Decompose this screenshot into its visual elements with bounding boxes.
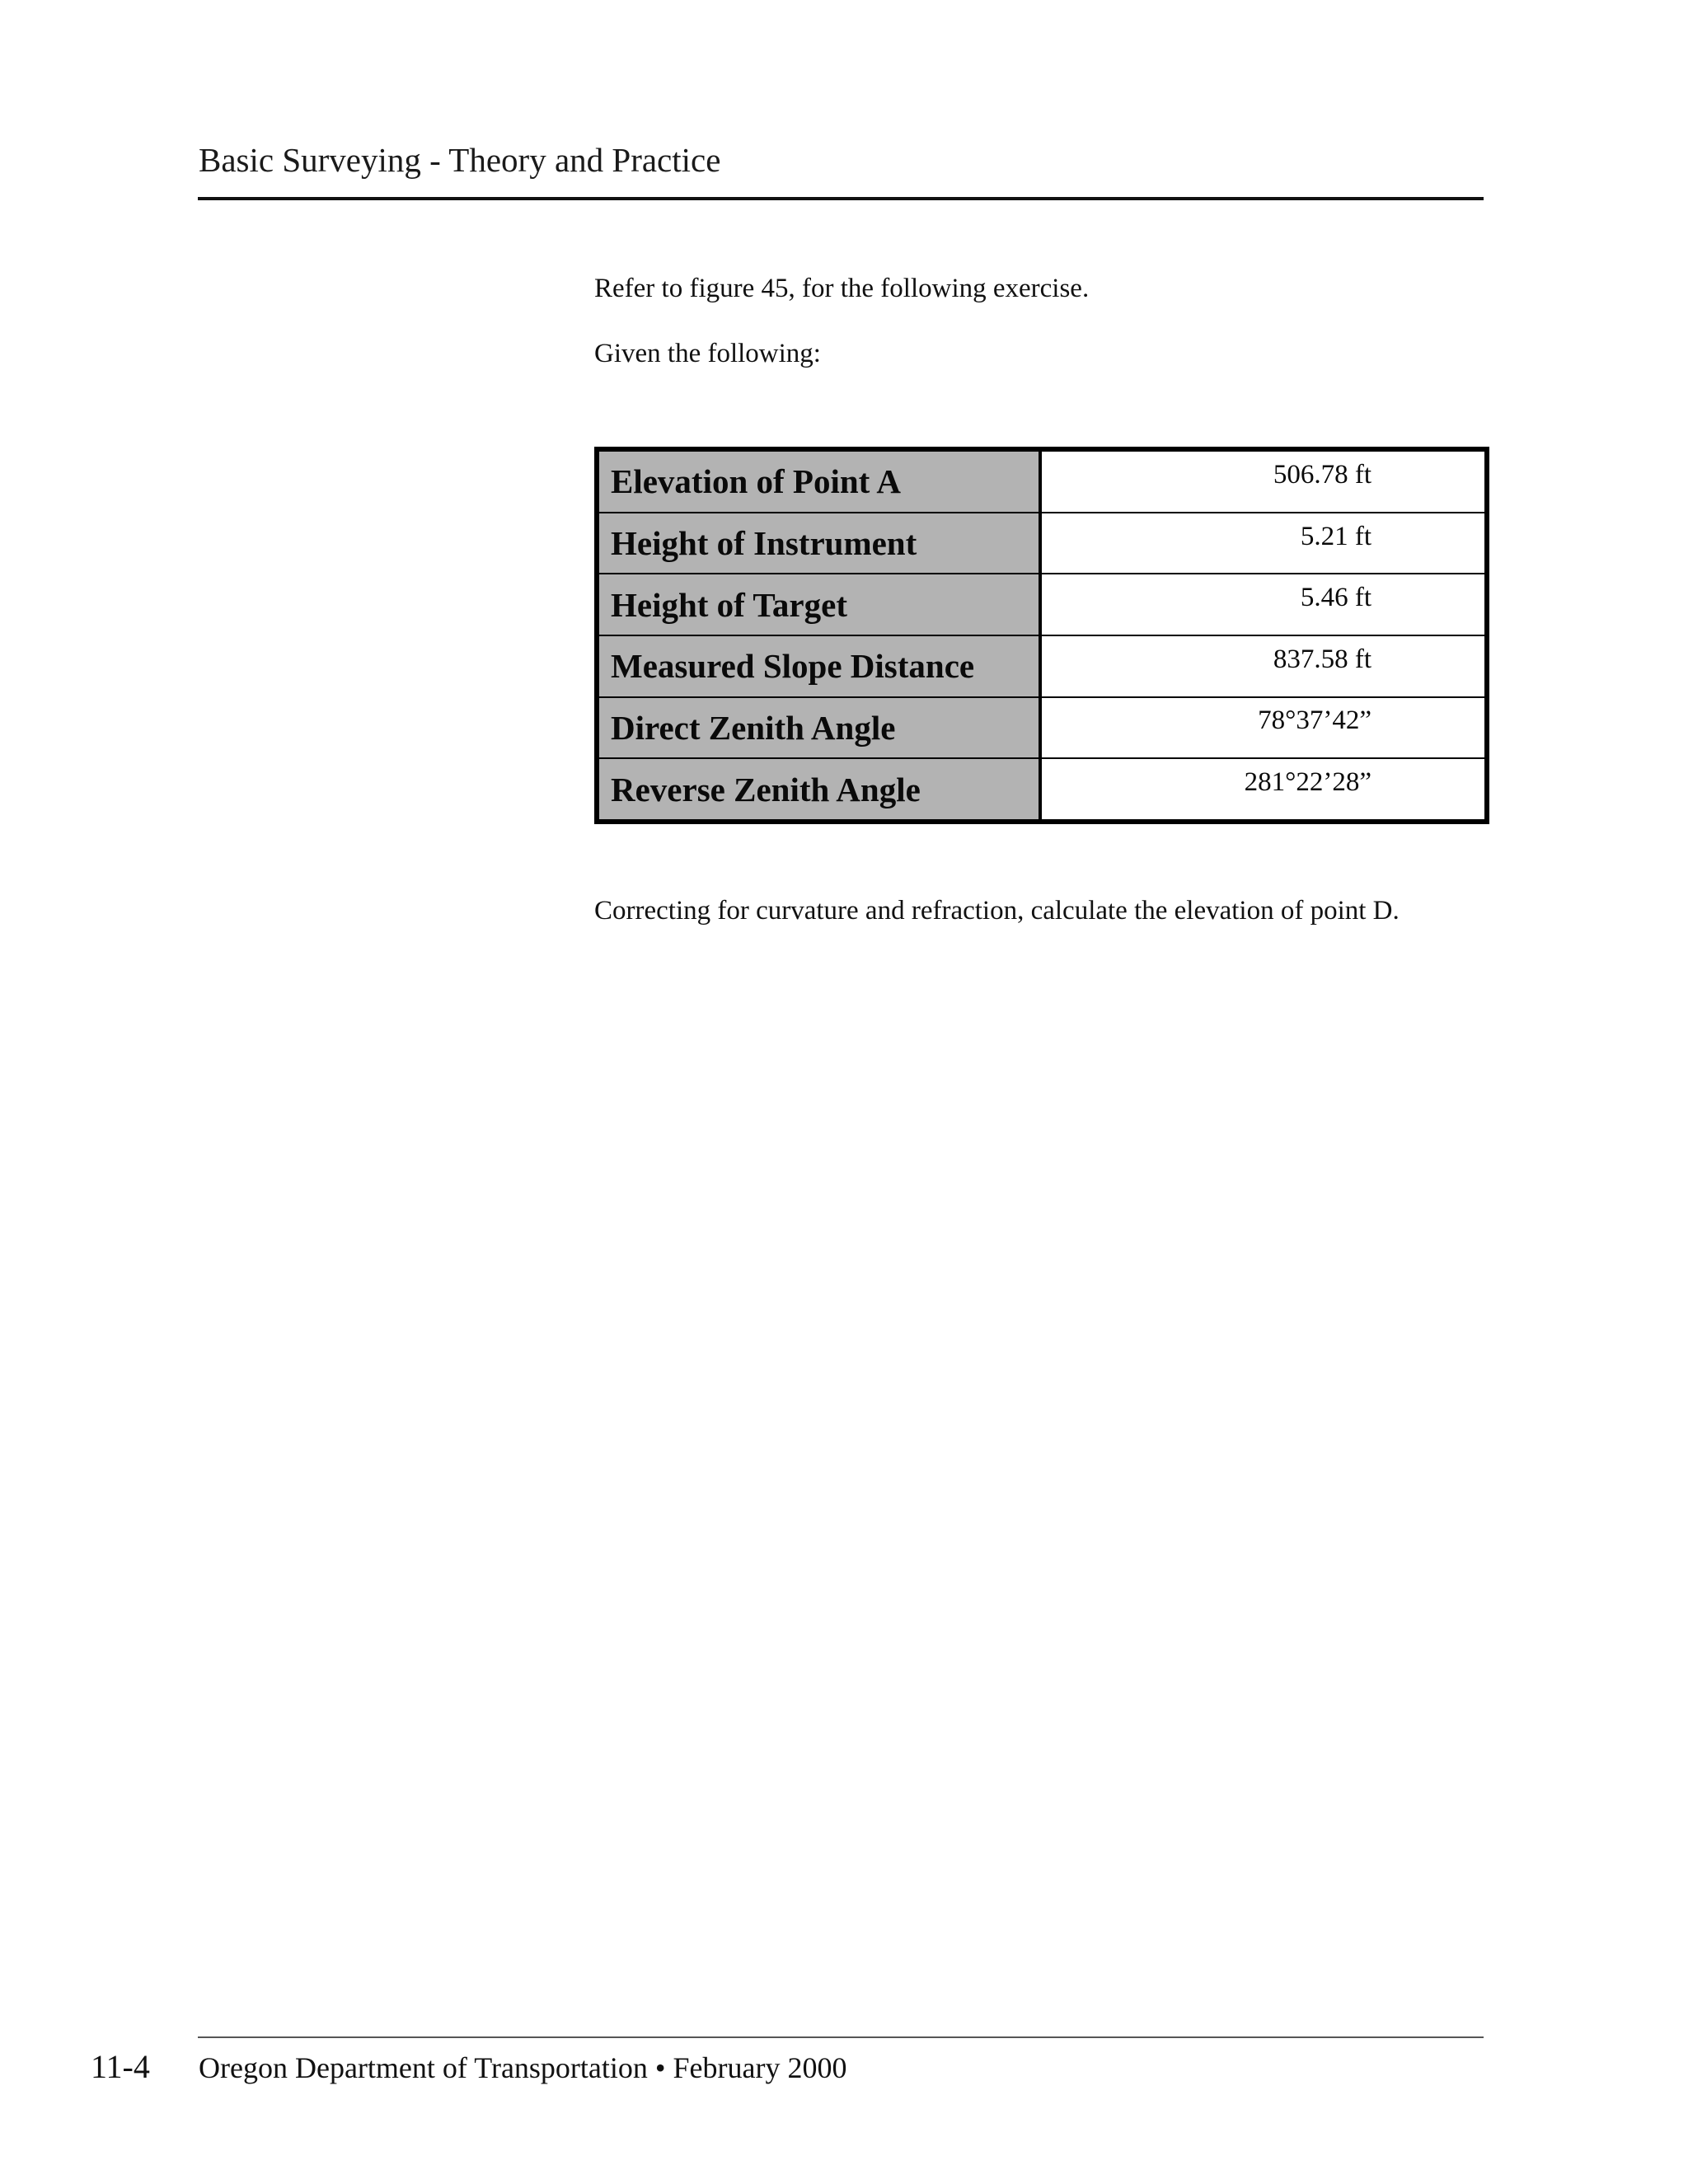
running-head-title: Basic Surveying - Theory and Practice (199, 141, 721, 179)
table-row (597, 574, 1487, 635)
given-paragraph: Given the following: (594, 339, 821, 368)
table-row (597, 635, 1487, 697)
row-label: Elevation of Point A (597, 449, 1040, 513)
row-value (1040, 635, 1487, 697)
given-values-table (594, 447, 1489, 824)
row-value-text: 506.78 ft (1273, 459, 1372, 490)
table-row (597, 697, 1487, 759)
row-label: Height of Instrument (597, 513, 1040, 574)
row-value (1040, 574, 1487, 635)
row-value-text: 5.46 ft (1300, 583, 1372, 613)
row-value-text: 281°22’28” (1244, 767, 1372, 798)
row-value (1040, 697, 1487, 759)
row-value-text: 837.58 ft (1273, 644, 1372, 674)
table-row (597, 513, 1487, 574)
row-label: Reverse Zenith Angle (597, 758, 1040, 822)
header-rule (198, 197, 1484, 200)
table-row (597, 449, 1487, 513)
row-value-text: 5.21 ft (1300, 521, 1372, 551)
footer-text: Oregon Department of Transportation • February 2000 (199, 2051, 847, 2084)
row-value (1040, 758, 1487, 822)
row-value-text: 78°37’42” (1258, 705, 1372, 736)
footer-rule (198, 2036, 1484, 2038)
row-label: Measured Slope Distance (597, 635, 1040, 697)
question-paragraph: Correcting for curvature and refraction, calculate the elevation of point D. (594, 896, 1400, 926)
page-number: 11-4 (91, 2048, 150, 2085)
row-value (1040, 449, 1487, 513)
row-label: Height of Target (597, 574, 1040, 635)
row-value (1040, 513, 1487, 574)
row-label: Direct Zenith Angle (597, 697, 1040, 759)
intro-paragraph: Refer to figure 45, for the following exercise. (594, 274, 1090, 303)
table-row (597, 758, 1487, 822)
